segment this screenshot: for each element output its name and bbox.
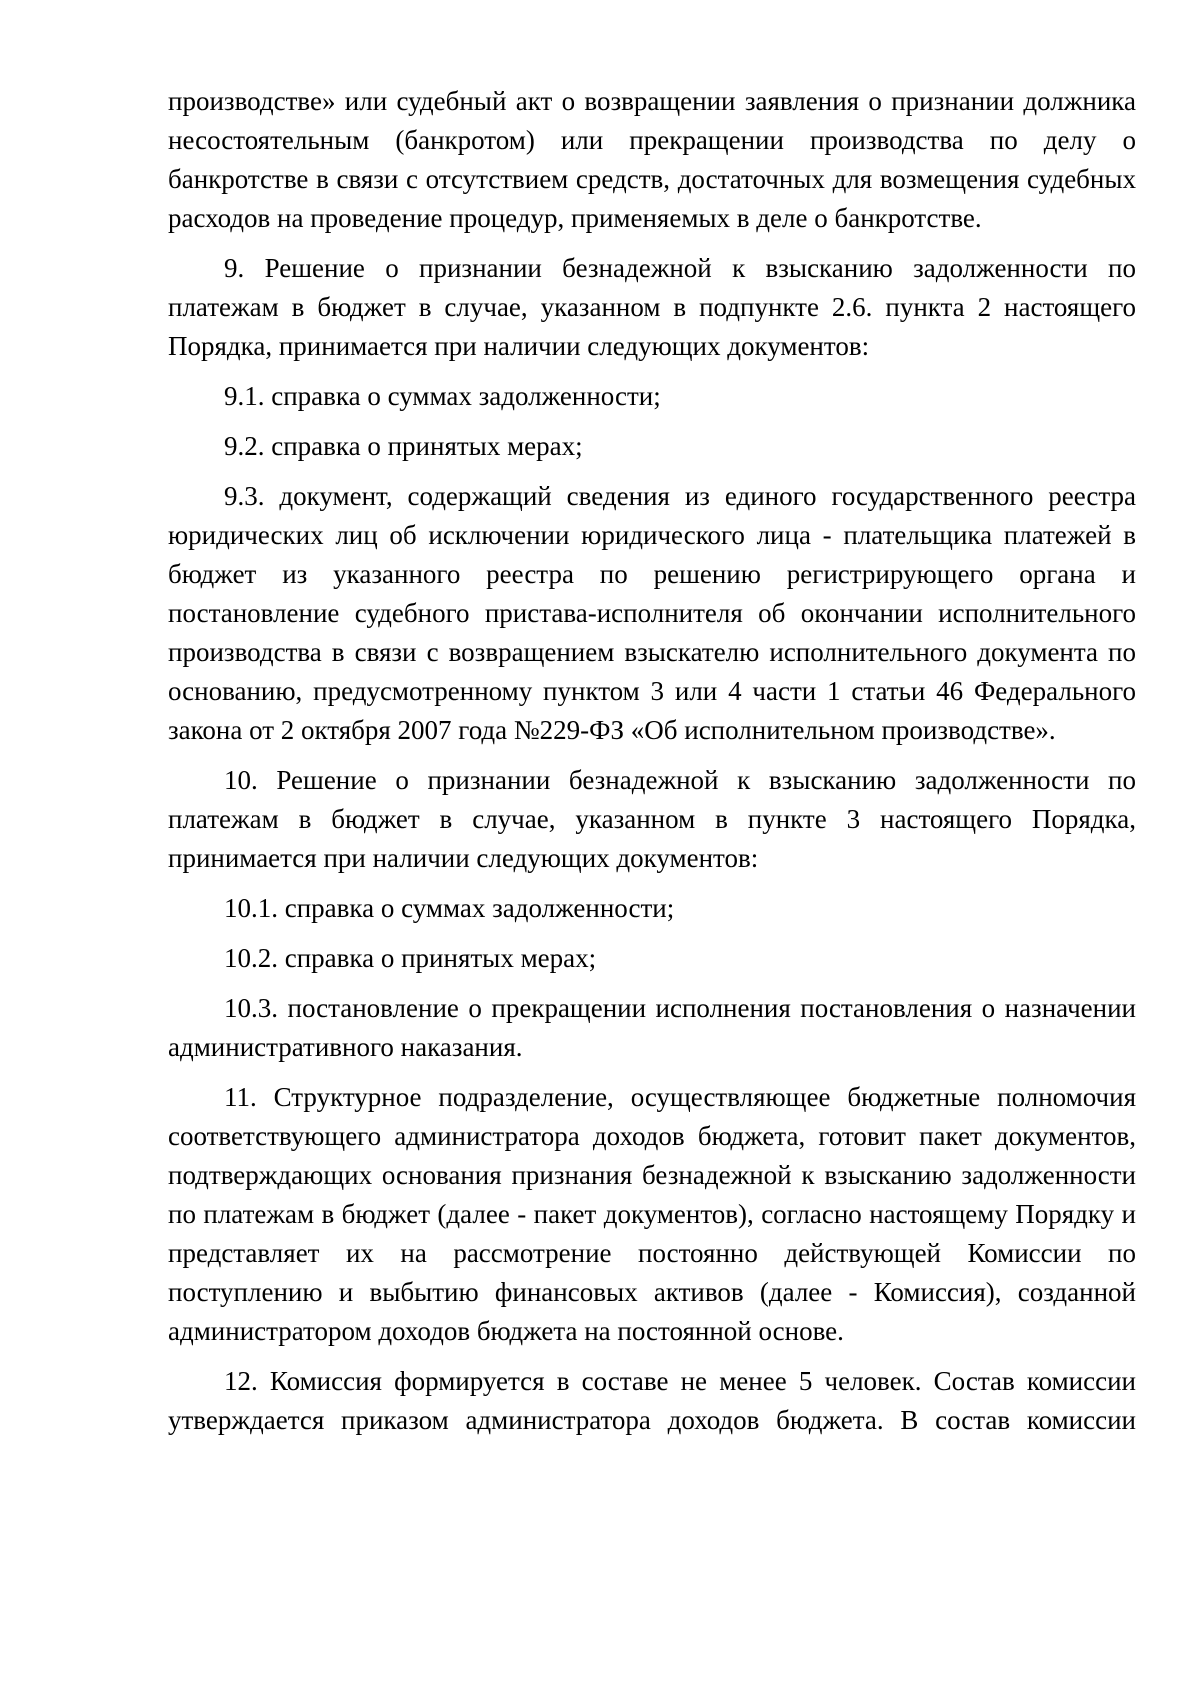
paragraph-10-3: 10.3. постановление о прекращении исполнения постановления о назначении административного наказания. bbox=[168, 993, 1136, 1062]
paragraph-8-continuation: производстве» или судебный акт о возвращении заявления о признании должника несостоятельным (банкротом) или прекращении производства по делу о банкротстве в связи с отсутствием средств, достаточных для возмещения судебных расходов на проведение процедур, применяемых в деле о банкротстве. bbox=[168, 86, 1136, 233]
paragraph-11: 11. Структурное подразделение, осуществляющее бюджетные полномочия соответствующего администратора доходов бюджета, готовит пакет документов, подтверждающих основания признания безнадежной к взысканию задолженности по платежам в бюджет (далее - пакет документов), согласно настоящему Порядку и представляет их на рассмотрение постоянно действующей Комиссии по поступлению и выбытию финансовых активов (далее - Комиссия), созданной администратором доходов бюджета на постоянной основе. bbox=[168, 1082, 1136, 1346]
paragraph-9-1: 9.1. справка о суммах задолженности; bbox=[224, 381, 661, 411]
paragraph-10-2: 10.2. справка о принятых мерах; bbox=[224, 943, 597, 973]
paragraph-9-2: 9.2. справка о принятых мерах; bbox=[224, 431, 583, 461]
document-page bbox=[168, 82, 1136, 1451]
paragraph-10-1: 10.1. справка о суммах задолженности; bbox=[224, 893, 675, 923]
paragraph-9: 9. Решение о признании безнадежной к взысканию задолженности по платежам в бюджет в случае, указанном в подпункте 2.6. пункта 2 настоящего Порядка, принимается при наличии следующих документов: bbox=[168, 253, 1136, 361]
paragraph-12: 12. Комиссия формируется в составе не менее 5 человек. Состав комиссии утверждается приказом администратора доходов бюджета. В состав комиссии bbox=[168, 1366, 1136, 1435]
paragraph-10: 10. Решение о признании безнадежной к взысканию задолженности по платежам в бюджет в случае, указанном в пункте 3 настоящего Порядка, принимается при наличии следующих документов: bbox=[168, 765, 1136, 873]
paragraph-9-3: 9.3. документ, содержащий сведения из единого государственного реестра юридических лиц об исключении юридического лица - плательщика платежей в бюджет из указанного реестра по решению регистрирующего органа и постановление судебного пристава-исполнителя об окончании исполнительного производства в связи с возвращением взыскателю исполнительного документа по основанию, предусмотренному пунктом 3 или 4 части 1 статьи 46 Федерального закона от 2 октября 2007 года №229-ФЗ «Об исполнительном производстве». bbox=[168, 481, 1136, 745]
